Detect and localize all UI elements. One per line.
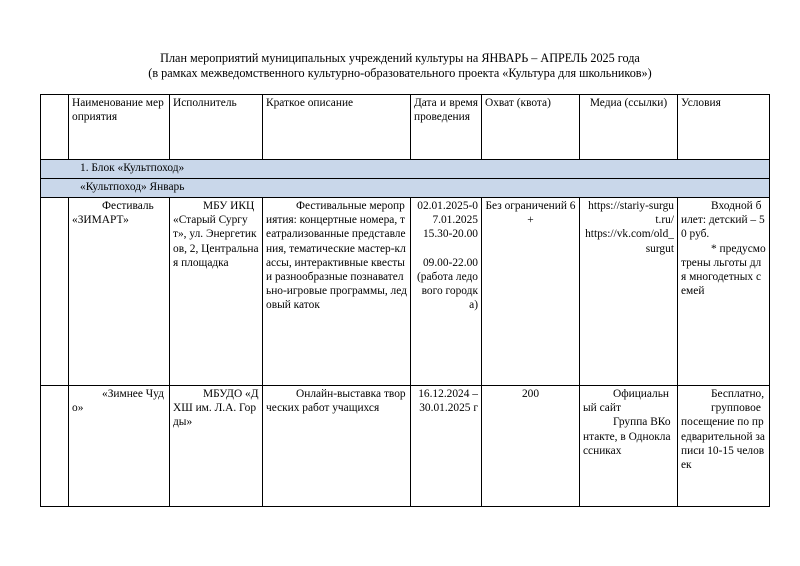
event-date-range: 02.01.2025-07.01.2025	[417, 200, 478, 227]
event-date-cell	[411, 198, 482, 386]
event-conditions-2: групповое посещение по предварительной записи 10-15 человек	[681, 402, 765, 472]
event-conditions-cell	[678, 198, 770, 386]
event-conditions-cell	[678, 386, 770, 507]
event-time-1: 15.30-20.00	[422, 228, 478, 241]
table-row	[41, 198, 770, 386]
event-media-link-2[interactable]: https://vk.com/old_surgut	[585, 228, 674, 255]
row-num-cell	[41, 386, 69, 507]
event-executor: МБУДО «ДХШ им. Л.А. Горды»	[170, 386, 263, 507]
section-block-label: 1. Блок «Культпоход»	[80, 162, 185, 174]
table-header-row	[41, 95, 770, 160]
event-description: Фестивальные мероприятия: концертные номера, театрализованные представления, тематические мастер-классы, интерактивные квесты и разнообразные познавательно-игровые программы, ледовый каток	[263, 198, 411, 386]
section-row-month	[41, 179, 770, 198]
event-name: Фестиваль «ЗИМАРТ»	[69, 198, 170, 386]
header-conditions: Условия	[678, 95, 770, 160]
event-media-1: Официальный сайт	[583, 388, 670, 415]
header-description: Краткое описание	[263, 95, 411, 160]
event-media-link-1[interactable]: https://stariy-surgut.ru/	[588, 200, 674, 227]
header-media: Медиа (ссылки)	[580, 95, 678, 160]
header-executor: Исполнитель	[170, 95, 263, 160]
event-name: «Зимнее Чудо»	[69, 386, 170, 507]
event-media-cell	[580, 198, 678, 386]
header-coverage: Охват (квота)	[482, 95, 580, 160]
section-month-label: «Культпоход» Январь	[80, 181, 185, 193]
event-coverage: Без ограничений 6+	[482, 198, 580, 386]
event-coverage: 200	[482, 386, 580, 507]
event-time-2-note: (работа ледового городка)	[417, 270, 478, 312]
event-conditions-2: * предусмотрены льготы для многодетных семей	[681, 242, 766, 298]
events-table	[40, 94, 770, 507]
event-description: Онлайн-выставка творческих работ учащихся	[263, 386, 411, 507]
event-media-cell	[580, 386, 678, 507]
event-conditions-1: Входной билет: детский – 50 руб.	[681, 200, 765, 241]
header-date: Дата и время проведения	[411, 95, 482, 160]
event-time-2: 09.00-22.00	[422, 256, 478, 269]
row-num-cell	[41, 198, 69, 386]
event-media-2: Группа ВКонтакте, в Одноклассниках	[583, 416, 671, 457]
section-block-cell	[41, 160, 770, 179]
header-name: Наименование мероприятия	[69, 95, 170, 160]
table-row	[41, 386, 770, 507]
section-row-block	[41, 160, 770, 179]
section-month-cell	[41, 179, 770, 198]
title-line-1: План мероприятий муниципальных учреждений культуры на ЯНВАРЬ – АПРЕЛЬ 2025 года	[160, 51, 640, 65]
document-title	[0, 51, 800, 80]
event-executor: МБУ ИКЦ «Старый Сургут», ул. Энергетиков, 2, Центральная площадка	[170, 198, 263, 386]
header-num	[41, 95, 69, 160]
event-conditions-1: Бесплатно,	[711, 388, 765, 400]
title-line-2: (в рамках межведомственного культурно-образовательного проекта «Культура для школьников»)	[148, 65, 652, 80]
event-date: 16.12.2024 – 30.01.2025 г	[411, 386, 482, 507]
